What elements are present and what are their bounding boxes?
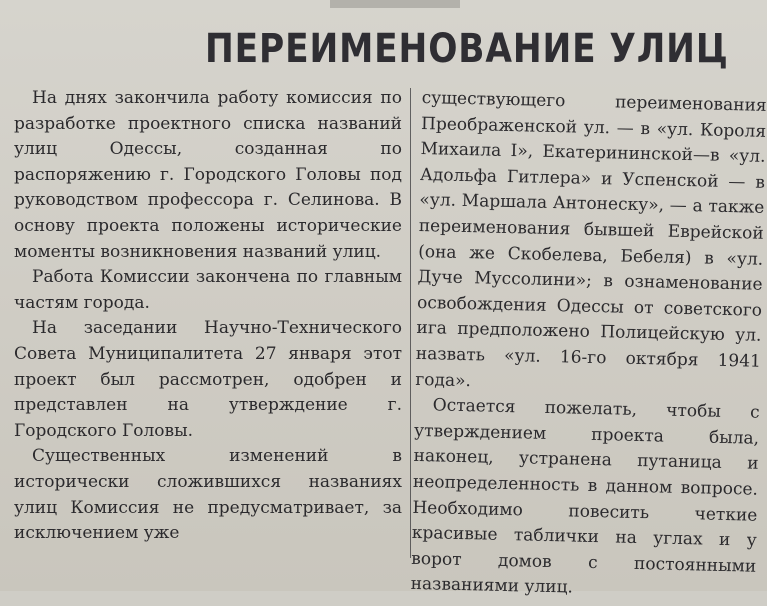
paragraph: Работа Комиссии закончена по главным частям города. [14, 267, 402, 313]
article-headline: ПЕРЕИМЕНОВАНИЕ УЛИЦ [205, 26, 729, 72]
column-divider [410, 88, 411, 558]
right-column [410, 86, 767, 598]
left-column [14, 86, 402, 566]
paragraph: существующего переименования Преображенской ул. — в «ул. Короля Михаила I», Екатерининской—в «ул. Адольфа Гитлера» и Успенской — в «ул. Маршала Антонеску», — а также переименования бывшей Еврейской (она же Скобелева, Бебеля) в «ул. Дуче Муссолини»; в ознаменование освобождения Одессы от советского ига предположено Полицейскую ул. назвать «ул. 16-го октября 1941 года». [415, 87, 767, 391]
previous-headline-fragment [330, 0, 460, 8]
paragraph: На днях закончила работу комиссия по разработке проектного списка названий улиц Одессы, созданная по распоряжению г. Городского Головы под руководством профессора г. Селинова. В основу проекта положены исторические моменты возникновения названий улиц. [14, 88, 402, 262]
paragraph: На заседании Научно-Технического Совета Муниципалитета 27 января этот проект был рассмотрен, одобрен и представлен на утверждение г. Городского Головы. [14, 318, 402, 441]
paragraph: Остается пожелать, чтобы с утверждением проекта была, наконец, устранена путаница и неопределенность в данном вопросе. Необходимо повесить четкие красивые таблички на углах и у ворот домов с постоянными названиями улиц. [410, 395, 760, 598]
paragraph: Существенных изменений в исторически сложившихся названиях улиц Комиссия не предусматривает, за исключением уже [14, 446, 402, 544]
